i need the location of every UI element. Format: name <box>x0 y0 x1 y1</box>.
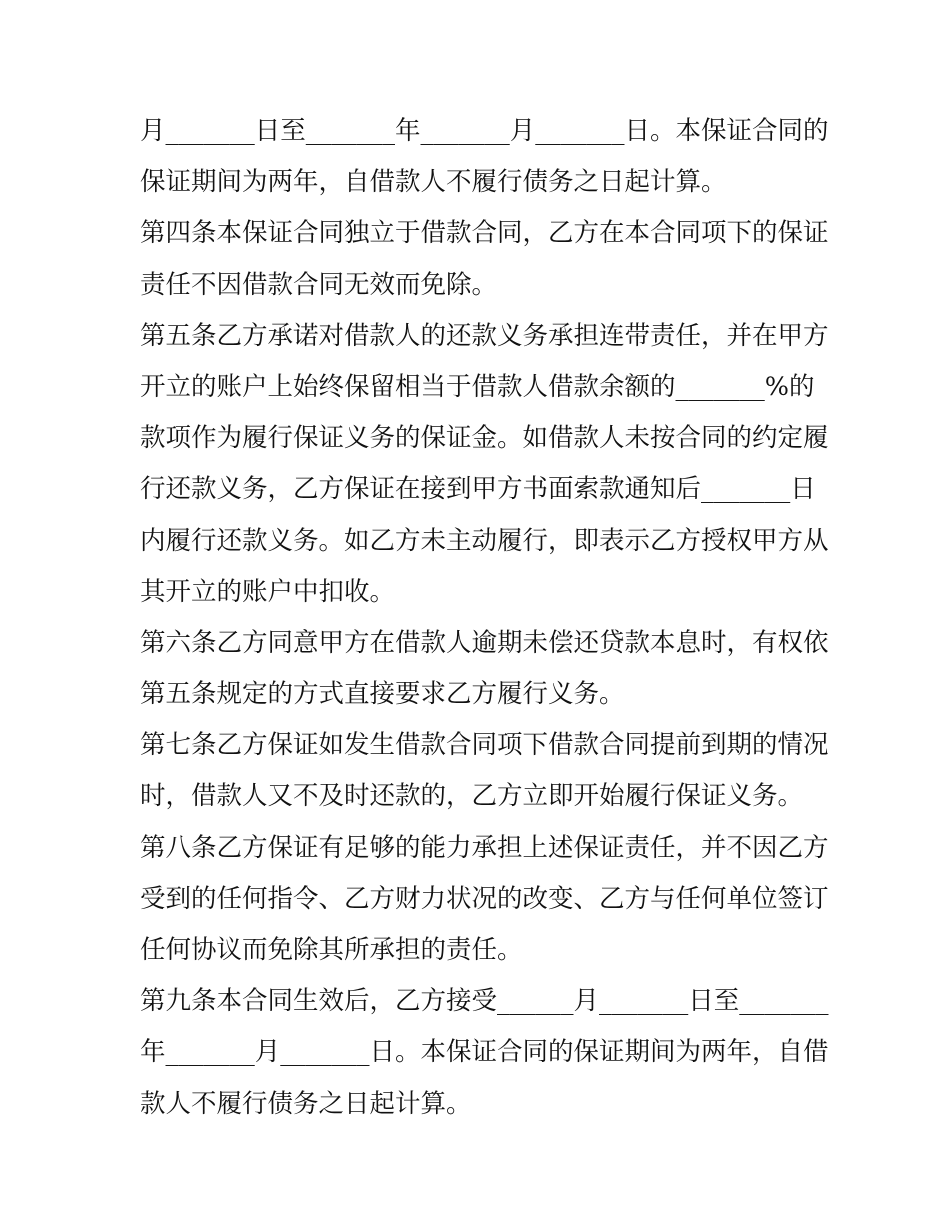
text-line: 年_______月_______日。本保证合同的保证期间为两年，自借 <box>140 1037 829 1068</box>
text-line: 第九条本合同生效后，乙方接受______月_______日至_______ <box>140 986 829 1017</box>
contract-text <box>140 106 830 1130</box>
text-line: 款人不履行债务之日起计算。 <box>140 1088 472 1119</box>
text-line: 责任不因借款合同无效而免除。 <box>140 269 498 300</box>
text-line: 保证期间为两年，自借款人不履行债务之日起计算。 <box>140 167 727 198</box>
text-line: 月_______日至_______年_______月_______日。本保证合同的 <box>140 116 829 146</box>
text-line: 其开立的账户中扣收。 <box>140 576 396 607</box>
text-line: 受到的任何指令、乙方财力状况的改变、乙方与任何单位签订 <box>140 883 829 914</box>
text-line: 第六条乙方同意甲方在借款人逾期未偿还贷款本息时，有权依 <box>140 627 829 658</box>
text-line: 行还款义务，乙方保证在接到甲方书面索款通知后_______日 <box>140 474 816 505</box>
text-line: 第五条规定的方式直接要求乙方履行义务。 <box>140 679 625 710</box>
text-line: 任何协议而免除其所承担的责任。 <box>140 935 523 965</box>
text-line: 第四条本保证合同独立于借款合同，乙方在本合同项下的保证 <box>140 218 829 249</box>
text-line: 款项作为履行保证义务的保证金。如借款人未按合同的约定履 <box>140 423 829 454</box>
text-line: 第八条乙方保证有足够的能力承担上述保证责任，并不因乙方 <box>140 832 829 863</box>
text-line: 第七条乙方保证如发生借款合同项下借款合同提前到期的情况 <box>140 730 829 761</box>
text-line: 开立的账户上始终保留相当于借款人借款余额的_______%的 <box>140 371 815 402</box>
text-line: 第五条乙方承诺对借款人的还款义务承担连带责任，并在甲方 <box>140 320 829 351</box>
text-line: 时，借款人又不及时还款的，乙方立即开始履行保证义务。 <box>140 781 804 812</box>
text-line: 内履行还款义务。如乙方未主动履行，即表示乙方授权甲方从 <box>140 525 829 556</box>
